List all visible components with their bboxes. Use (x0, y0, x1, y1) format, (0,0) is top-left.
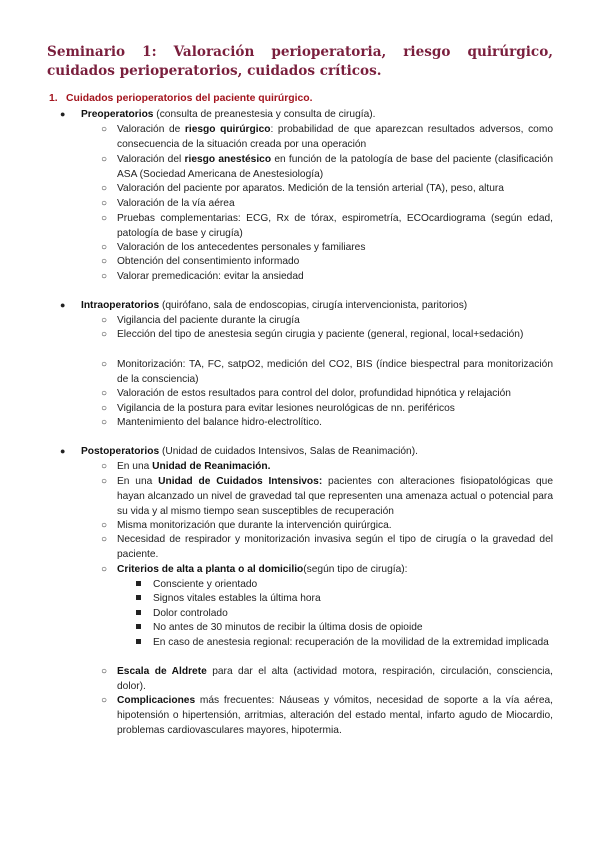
item-text: Vigilancia del paciente durante la cirugía (117, 315, 300, 326)
list-item (101, 152, 553, 182)
item-text: para dar el alta (actividad motora, respiración, circulación, consciencia, dolor). (117, 666, 553, 692)
list-item (101, 693, 553, 738)
list-item (101, 181, 553, 196)
postop-desc: (Unidad de cuidados Intensivos, Salas de Reanimación). (159, 446, 418, 457)
item-text: Pruebas complementarias: ECG, Rx de tórax, espirometría, ECOcardiograma (según edad, patología de base y cirugía) (117, 213, 553, 239)
item-text: En caso de anestesia regional: recuperación de la movilidad de la extremidad implicada (153, 637, 549, 648)
item-text: Monitorización: TA, FC, satpO2, medición del CO2, BIS (índice biespectral para monitorización de la consciencia) (117, 359, 553, 385)
item-text: Valoración de estos resultados para control del dolor, profundidad hipnótica y relajación (117, 388, 511, 399)
square-bullet-icon (136, 639, 141, 644)
hollow-bullet-icon: ○ (101, 476, 108, 487)
list-item (101, 327, 553, 342)
list-item (101, 196, 553, 211)
list-item (101, 664, 553, 694)
criteria-item (136, 577, 553, 592)
item-text: Valorar premedicación: evitar la ansiedad (117, 271, 304, 282)
item-bold: Unidad de Cuidados Intensivos: (158, 476, 323, 487)
list-item (101, 474, 553, 519)
bullet-dot-icon: ● (60, 300, 66, 310)
hollow-bullet-icon: ○ (101, 359, 108, 370)
list-item (101, 122, 553, 152)
item-text: Necesidad de respirador y monitorización invasiva según el tipo de cirugía o la gravedad del paciente. (117, 534, 553, 560)
criteria-item (136, 635, 553, 650)
preop-desc: (consulta de preanestesia y consulta de cirugía). (153, 109, 376, 120)
list-item (101, 415, 553, 430)
item-bold: Unidad de Reanimación. (152, 461, 271, 472)
section-heading (49, 93, 313, 104)
list-item (101, 211, 553, 241)
item-text: Vigilancia de la postura para evitar lesiones neurológicas de nn. periféricos (117, 403, 455, 414)
item-text: Elección del tipo de anestesia según cirugia y paciente (general, regional, local+sedación) (117, 329, 524, 340)
hollow-bullet-icon: ○ (101, 242, 108, 253)
item-text: Obtención del consentimiento informado (117, 256, 300, 267)
bullet-dot-icon: ● (60, 109, 66, 119)
item-text: (según tipo de cirugía): (303, 564, 408, 575)
preop-label: Preoperatorios (81, 109, 154, 120)
item-text: No antes de 30 minutos de recibir la última dosis de opioide (153, 622, 423, 633)
postop-label: Postoperatorios (81, 446, 160, 457)
item-text: Valoración del paciente por aparatos. Medición de la tensión arterial (TA), peso, altura (117, 183, 504, 194)
item-text: Misma monitorización que durante la intervención quirúrgica. (117, 520, 392, 531)
list-item (101, 269, 553, 284)
list-item (101, 562, 553, 577)
hollow-bullet-icon: ○ (101, 124, 108, 135)
item-text: En una (117, 476, 159, 487)
hollow-bullet-icon: ○ (101, 564, 108, 575)
item-bold: riesgo anestésico (184, 154, 272, 165)
list-item (101, 459, 553, 474)
list-item (101, 386, 553, 401)
criteria-item (136, 620, 553, 635)
hollow-bullet-icon: ○ (101, 695, 108, 706)
square-bullet-icon (136, 595, 141, 600)
hollow-bullet-icon: ○ (101, 388, 108, 399)
square-bullet-icon (136, 624, 141, 629)
hollow-bullet-icon: ○ (101, 271, 108, 282)
hollow-bullet-icon: ○ (101, 183, 108, 194)
hollow-bullet-icon: ○ (101, 213, 108, 224)
item-bold: Criterios de alta a planta o al domicilio (117, 564, 304, 575)
hollow-bullet-icon: ○ (101, 461, 108, 472)
list-item (101, 401, 553, 416)
item-text: Valoración de la vía aérea (117, 198, 235, 209)
item-text: En una (117, 461, 153, 472)
item-text: Dolor controlado (153, 608, 228, 619)
list-item (101, 357, 553, 387)
item-bold: Complicaciones (117, 695, 196, 706)
section-number: 1. (49, 93, 58, 104)
hollow-bullet-icon: ○ (101, 329, 108, 340)
item-text: en función de la patología de base del paciente (clasificación ASA (Sociedad Americana de Anestesiología) (117, 154, 553, 180)
criteria-item (136, 606, 553, 621)
item-bold: Escala de Aldrete (117, 666, 207, 677)
hollow-bullet-icon: ○ (101, 403, 108, 414)
list-item (101, 254, 553, 269)
hollow-bullet-icon: ○ (101, 417, 108, 428)
section-heading-text: Cuidados perioperatorios del paciente quirúrgico. (66, 93, 313, 104)
item-text: : probabilidad de que aparezcan resultados adversos, como consecuencia de la situación creada por una operación (117, 124, 553, 150)
item-bold: riesgo quirúrgico (184, 124, 271, 135)
postop-item (60, 444, 560, 459)
hollow-bullet-icon: ○ (101, 666, 108, 677)
item-text: Mantenimiento del balance hidro-electrolítico. (117, 417, 322, 428)
intraop-label: Intraoperatorios (81, 300, 160, 311)
item-text: Valoración de los antecedentes personales y familiares (117, 242, 366, 253)
intraop-desc: (quirófano, sala de endoscopias, cirugía intervencionista, paritorios) (159, 300, 468, 311)
list-item (101, 313, 553, 328)
item-text: más frecuentes: Náuseas y vómitos, necesidad de soporte a la vía aérea, hipotensión o hipertensión, arritmias, alteración del estado mental, infarto agudo de Miocardio, problemas cardiovasculares mayores, hipotermia. (117, 695, 553, 736)
square-bullet-icon (136, 581, 141, 586)
hollow-bullet-icon: ○ (101, 315, 108, 326)
square-bullet-icon (136, 610, 141, 615)
item-text: Signos vitales estables la última hora (153, 593, 321, 604)
intraop-item (60, 298, 560, 313)
hollow-bullet-icon: ○ (101, 520, 108, 531)
hollow-bullet-icon: ○ (101, 154, 108, 165)
hollow-bullet-icon: ○ (101, 534, 108, 545)
item-text: Valoración del (117, 154, 185, 165)
list-item (101, 532, 553, 562)
item-text: Consciente y orientado (153, 579, 258, 590)
document-title: Seminario 1: Valoración perioperatoria, riesgo quirúrgico, cuidados perioperatorios, cuidados críticos. (47, 44, 553, 79)
list-item (101, 518, 553, 533)
item-text: Valoración de (117, 124, 185, 135)
preop-item (60, 107, 560, 122)
hollow-bullet-icon: ○ (101, 256, 108, 267)
item-text: pacientes con alteraciones fisiopatológicas que hayan alcanzado un nivel de gravedad tal que representen una amenaza actual o potencial para su vida y al mismo tiempo sean susceptibles de recuperación (117, 476, 553, 517)
hollow-bullet-icon: ○ (101, 198, 108, 209)
list-item (101, 240, 553, 255)
criteria-item (136, 591, 553, 606)
bullet-dot-icon: ● (60, 446, 66, 456)
